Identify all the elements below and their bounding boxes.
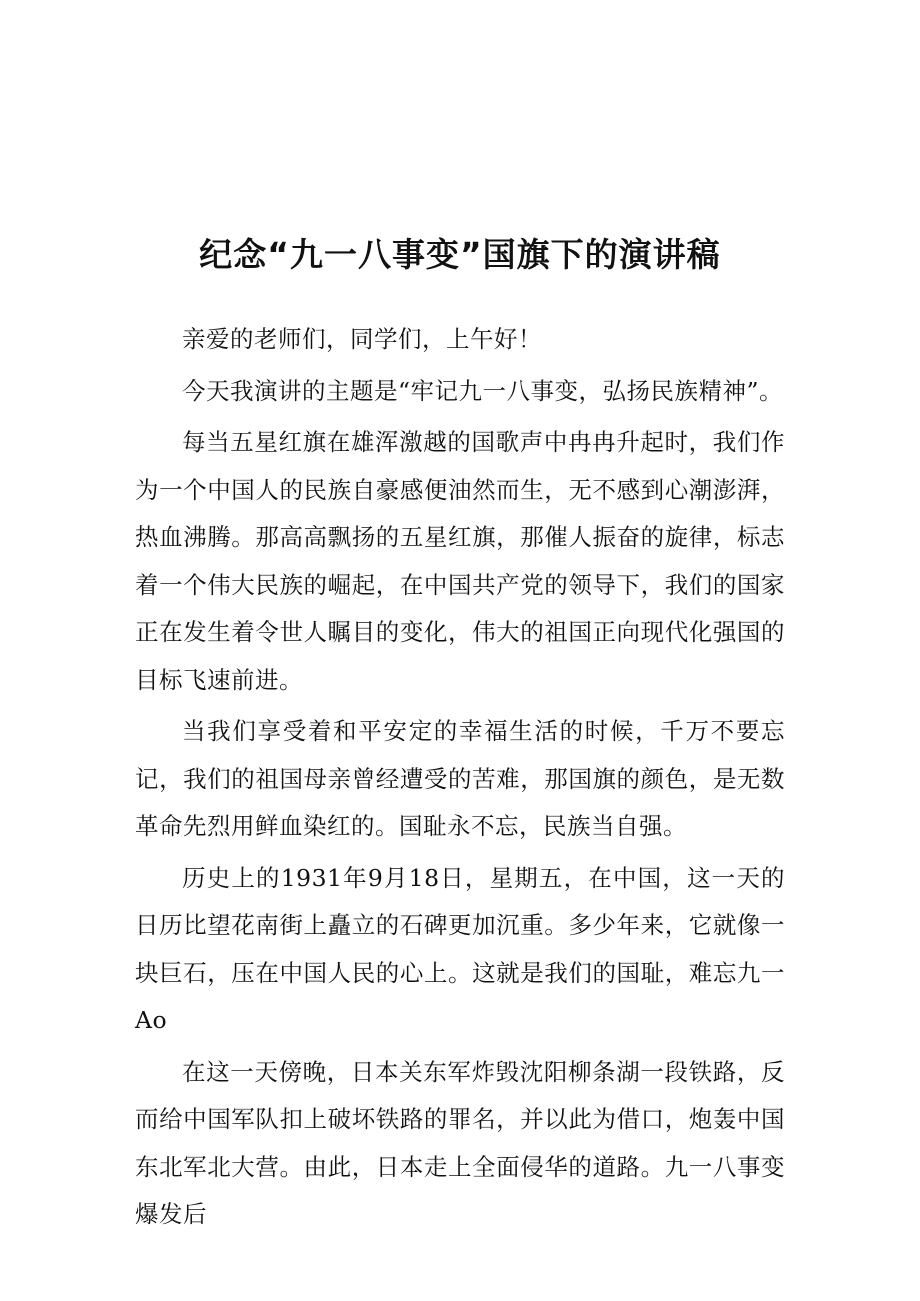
paragraph-greeting: 亲爱的老师们，同学们，上午好！ — [182, 325, 542, 353]
paragraph-flag: 每当五星红旗在雄浑激越的国歌声中冉冉升起时，我们作为一个中国人的民族自豪感便油然而生，无不感到心潮澎湃，热血沸腾。那高高飘扬的五星红旗，那催人振奋的旋律，标志着一个伟大民族的崛起，在中国共产党的领导下，我们的国家正在发生着令世人瞩目的变化，伟大的祖国正向现代化强国的目标飞速前进。 — [135, 428, 785, 694]
document-title: 纪念“九一八事变”国旗下的演讲稿 — [199, 235, 721, 274]
paragraph-remember: 当我们享受着和平安定的幸福生活的时候，千万不要忘记，我们的祖国母亲曾经遭受的苦难，那国旗的颜色，是无数革命先烈用鲜血染红的。国耻永不忘，民族当自强。 — [135, 717, 785, 840]
document-body — [135, 316, 785, 1243]
paragraph-incident: 在这一天傍晚，日本关东军炸毁沈阳柳条湖一段铁路，反而给中国军队扣上破坏铁路的罪名，并以此为借口，炮轰中国东北军北大营。由此，日本走上全面侵华的道路。九一八事变爆发后 — [135, 1057, 785, 1228]
paragraph-theme: 今天我演讲的主题是“牢记九一八事变，弘扬民族精神”。 — [182, 376, 784, 405]
paragraph-history: 历史上的1931年9月18日，星期五，在中国，这一天的日历比望花南街上矗立的石碑更加沉重。多少年来，它就像一块巨石，压在中国人民的心上。这就是我们的国耻，难忘九一Ao — [135, 863, 785, 1034]
